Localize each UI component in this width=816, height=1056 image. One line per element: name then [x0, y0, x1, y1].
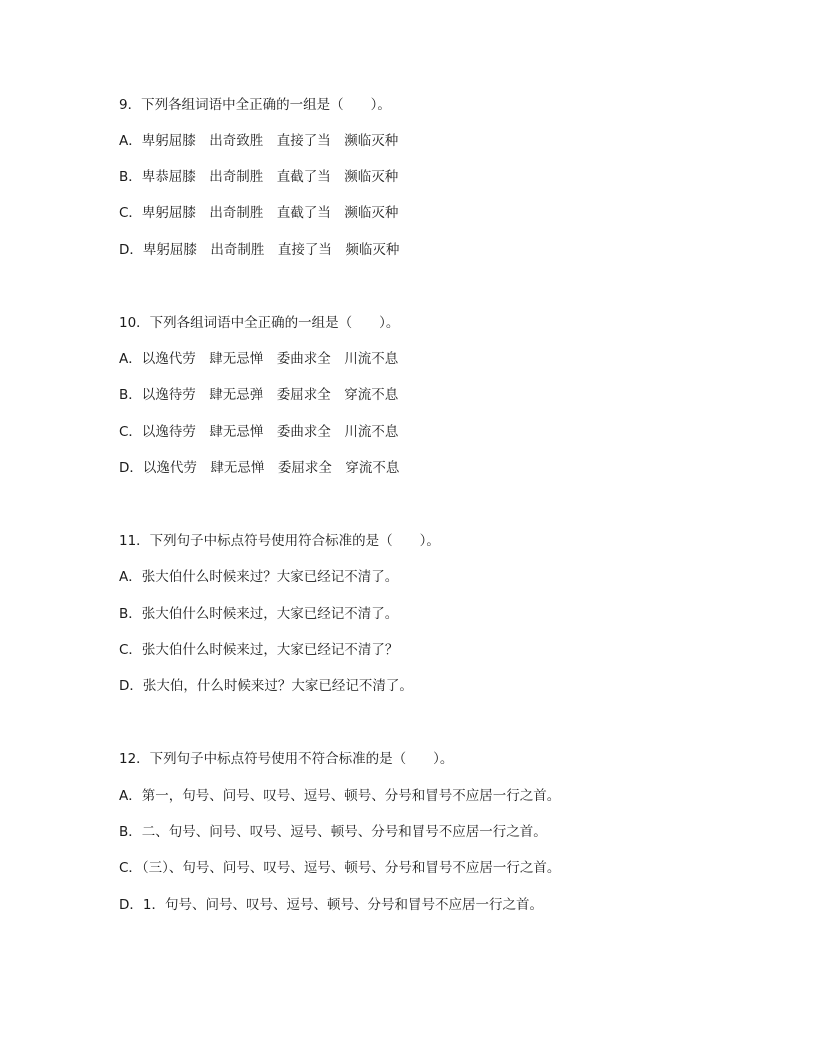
- question-12-option-d: D．1．句号、问号、叹号、逗号、顿号、分号和冒号不应居一行之首。: [119, 897, 543, 913]
- question-10-option-c: C．以逸待劳 肆无忌惮 委曲求全 川流不息: [119, 424, 399, 440]
- question-11-option-b: B．张大伯什么时候来过，大家已经记不清了。: [119, 606, 399, 622]
- question-9-option-b: B．卑恭屈膝 出奇制胜 直截了当 濒临灭种: [119, 169, 399, 185]
- question-12-option-b: B．二、句号、问号、叹号、逗号、顿号、分号和冒号不应居一行之首。: [119, 824, 547, 840]
- question-9-stem: 9．下列各组词语中全正确的一组是（ ）。: [119, 97, 391, 113]
- question-9-option-c: C．卑躬屈膝 出奇制胜 直截了当 濒临灭种: [119, 205, 399, 221]
- question-11-option-c: C．张大伯什么时候来过，大家已经记不清了？: [119, 642, 399, 658]
- question-9-option-d: D．卑躬屈膝 出奇制胜 直接了当 频临灭种: [119, 242, 400, 258]
- question-10-stem: 10．下列各组词语中全正确的一组是（ ）。: [119, 315, 400, 331]
- question-10-option-a: A．以逸代劳 肆无忌惮 委曲求全 川流不息: [119, 351, 399, 367]
- question-11-option-a: A．张大伯什么时候来过？大家已经记不清了。: [119, 569, 399, 585]
- question-11-stem: 11．下列句子中标点符号使用符合标准的是（ ）。: [119, 533, 440, 549]
- question-12-stem: 12．下列句子中标点符号使用不符合标准的是（ ）。: [119, 751, 454, 767]
- question-10-option-d: D．以逸代劳 肆无忌惮 委屈求全 穿流不息: [119, 460, 400, 476]
- question-11-option-d: D．张大伯，什么时候来过？大家已经记不清了。: [119, 678, 413, 694]
- question-10-option-b: B．以逸待劳 肆无忌弹 委屈求全 穿流不息: [119, 387, 399, 403]
- question-9-option-a: A．卑躬屈膝 出奇致胜 直接了当 濒临灭种: [119, 133, 399, 149]
- question-12-option-a: A．第一，句号、问号、叹号、逗号、顿号、分号和冒号不应居一行之首。: [119, 788, 561, 804]
- question-12-option-c: C．（三）、句号、问号、叹号、逗号、顿号、分号和冒号不应居一行之首。: [119, 860, 561, 876]
